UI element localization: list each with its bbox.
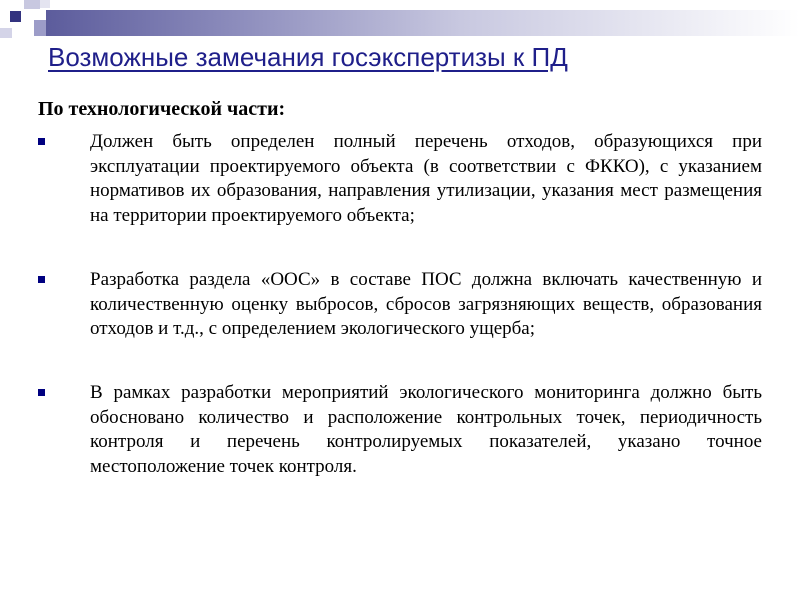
square-bullet-icon bbox=[38, 389, 45, 396]
decor-square-dark bbox=[10, 11, 21, 22]
bullet-item bbox=[38, 268, 762, 342]
square-bullet-icon bbox=[38, 276, 45, 283]
square-bullet-icon bbox=[38, 138, 45, 145]
decor-square-light bbox=[40, 0, 50, 8]
section-subheading: По технологической части: bbox=[38, 98, 286, 120]
decor-square-light bbox=[0, 28, 12, 38]
slide-title: Возможные замечания госэкспертизы к ПД bbox=[48, 42, 568, 72]
bullet-text: Должен быть определен полный перечень отходов, образующихся при эксплуатации проектируемого объекта (в соответствии с ФККО), с указанием нормативов их образования, направления утилизации, указания мест размещения на территории проектируемого объекта; bbox=[90, 131, 762, 226]
header-gradient-bar bbox=[46, 10, 800, 36]
bullet-text: Разработка раздела «ООС» в составе ПОС должна включать качественную и количественную оценку выбросов, сбросов загрязняющих веществ, образования отходов и т.д., с определением экологического ущерба; bbox=[90, 269, 762, 339]
bullet-text: В рамках разработки мероприятий экологического мониторинга должно быть обосновано количество и расположение контрольных точек, периодичность контроля и перечень контролируемых показателей, указано точное местоположение точек контроля. bbox=[90, 382, 762, 477]
bullet-item bbox=[38, 130, 762, 228]
bullet-item bbox=[38, 381, 762, 479]
decor-square-light bbox=[24, 0, 40, 9]
